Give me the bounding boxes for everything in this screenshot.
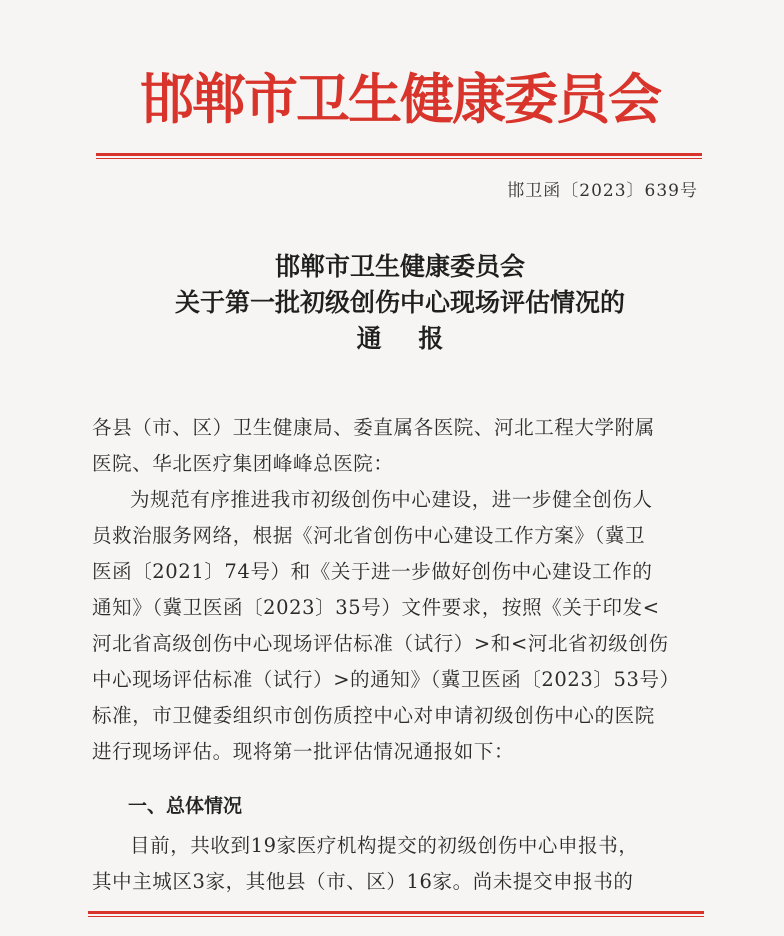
notice-title-line-2: 关于第一批初级创伤中心现场评估情况的 — [174, 288, 625, 317]
notice-title-line-1: 邯郸市卫生健康委员会 — [274, 252, 525, 281]
body-line: 医函〔2021〕74号）和《关于进一步做好创伤中心建设工作的 — [92, 560, 653, 583]
document-number: 邯卫函〔2023〕639号 — [507, 181, 698, 201]
section-heading: 一、总体情况 — [128, 795, 243, 817]
body-line: 通知》（冀卫医函〔2023〕35号）文件要求，按照《关于印发< — [92, 596, 660, 619]
body-line: 进行现场评估。现将第一批评估情况通报如下： — [92, 740, 515, 763]
org-header-title: 邯郸市卫生健康委员会 — [140, 67, 660, 131]
body-line: 目前，共收到19家医疗机构提交的初级创伤中心申报书， — [130, 834, 639, 857]
footer-red-rule-thin — [88, 916, 704, 917]
body-line: 为规范有序推进我市初级创伤中心建设，进一步健全创伤人 — [130, 488, 653, 511]
body-line: 员救治服务网络，根据《河北省创伤中心建设工作方案》（冀卫 — [92, 524, 646, 547]
notice-title-line-3: 通 报 — [356, 324, 458, 353]
footer-red-rule — [88, 911, 704, 914]
body-line: 河北省高级创伤中心现场评估标准（试行）>和<河北省初级创伤 — [92, 632, 669, 655]
body-line: 中心现场评估标准（试行）>的通知》（冀卫医函〔2023〕53号） — [92, 668, 680, 691]
body-line: 医院、华北医疗集团峰峰总医院： — [92, 452, 394, 475]
header-red-rule — [96, 153, 702, 156]
body-line: 标准，市卫健委组织市创伤质控中心对申请初级创伤中心的医院 — [92, 704, 655, 727]
body-line: 其中主城区3家，其他县（市、区）16家。尚未提交申报书的 — [92, 870, 634, 893]
body-line: 各县（市、区）卫生健康局、委直属各医院、河北工程大学附属 — [92, 416, 655, 439]
header-red-rule-thin — [96, 158, 702, 159]
